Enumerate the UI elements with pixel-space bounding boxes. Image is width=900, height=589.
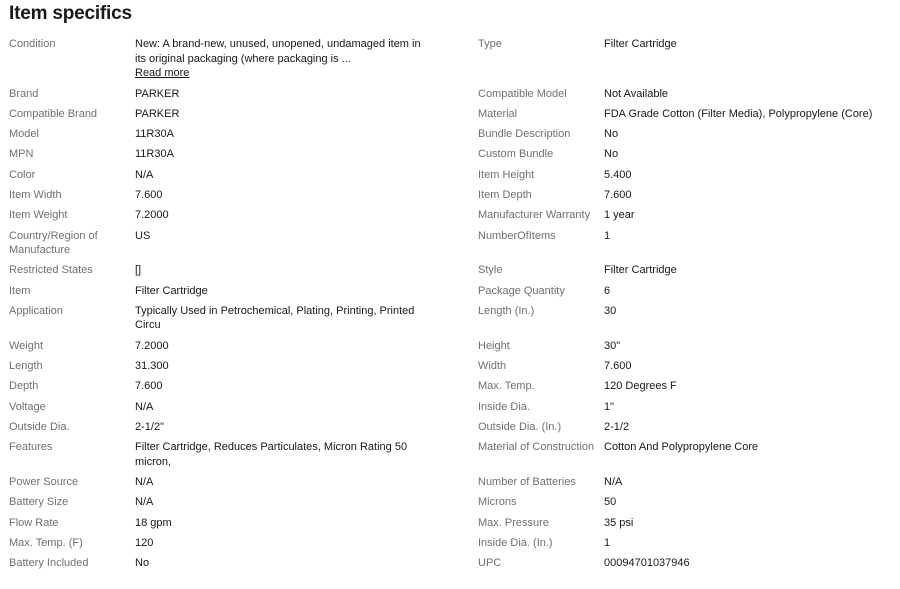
- spec-value: 35 psi: [604, 516, 634, 529]
- spec-value: 2-1/2": [135, 420, 164, 433]
- spec-label: Type: [478, 38, 502, 50]
- spec-row: [0, 516, 900, 536]
- spec-row: [0, 420, 900, 440]
- spec-row: [0, 339, 900, 359]
- spec-label: MPN: [9, 148, 34, 161]
- spec-value: 7.600: [604, 188, 632, 201]
- spec-label: Outside Dia.: [9, 420, 70, 433]
- spec-label: Battery Included: [9, 557, 89, 570]
- spec-value: US: [135, 229, 151, 242]
- spec-label: Manufacturer Warranty: [478, 209, 591, 222]
- spec-value: 1: [604, 536, 611, 549]
- spec-value: N/A: [135, 168, 154, 181]
- spec-value: No: [604, 148, 619, 161]
- spec-value: 1: [604, 229, 611, 242]
- spec-value: Filter Cartridge, Reduces Particulates, Micron Rating 50 micron,: [135, 441, 408, 468]
- spec-label: Max. Temp.: [478, 380, 535, 393]
- spec-value: Filter Cartridge: [604, 264, 677, 277]
- spec-value: 7.600: [135, 188, 163, 201]
- condition-text: New: A brand-new, unused, unopened, undamaged item in its original packaging (where packaging is ...: [135, 38, 421, 65]
- spec-label: Features: [9, 441, 53, 454]
- spec-row: [0, 440, 900, 475]
- spec-value: []: [135, 264, 142, 277]
- spec-label: Item: [9, 284, 31, 297]
- spec-label: Condition: [9, 38, 56, 50]
- spec-row: [0, 188, 900, 208]
- spec-label: Compatible Brand: [9, 107, 98, 120]
- spec-value: N/A: [135, 496, 154, 509]
- spec-value: 11R30A: [135, 128, 174, 141]
- spec-label: Country/Region of Manufacture: [9, 229, 98, 257]
- spec-row: [0, 147, 900, 167]
- spec-value: Not Available: [604, 87, 669, 100]
- spec-row: [0, 304, 900, 339]
- spec-value: N/A: [604, 476, 623, 489]
- spec-row: [0, 359, 900, 379]
- spec-label: Length: [9, 360, 43, 373]
- spec-value: 11R30A: [135, 148, 174, 161]
- spec-label: Max. Pressure: [478, 516, 549, 529]
- spec-row: [0, 536, 900, 556]
- spec-label: Compatible Model: [478, 87, 567, 100]
- spec-label: Height: [478, 339, 510, 352]
- spec-label: Application: [9, 304, 63, 317]
- spec-value: N/A: [135, 476, 154, 489]
- spec-label: Bundle Description: [478, 128, 571, 141]
- spec-value: FDA Grade Cotton (Filter Media), Polypropylene (Core): [604, 107, 873, 120]
- spec-value: 5.400: [604, 168, 632, 181]
- spec-value: Filter Cartridge: [135, 284, 208, 297]
- spec-value: 7.2000: [135, 209, 169, 222]
- spec-label: Voltage: [9, 400, 46, 413]
- spec-row: [0, 127, 900, 147]
- spec-value: 18 gpm: [135, 516, 172, 529]
- spec-row: [0, 107, 900, 127]
- spec-label: Style: [478, 264, 503, 277]
- spec-label: Depth: [9, 380, 39, 393]
- spec-value: N/A: [135, 400, 154, 413]
- spec-value: 2-1/2: [604, 420, 630, 433]
- spec-row: [0, 400, 900, 420]
- spec-value: PARKER: [135, 107, 180, 120]
- spec-row: [0, 495, 900, 515]
- spec-value: [135, 37, 425, 81]
- spec-label: Material: [478, 107, 518, 120]
- spec-row: [0, 208, 900, 228]
- spec-label: Weight: [9, 339, 44, 352]
- spec-row: [0, 168, 900, 188]
- spec-label: UPC: [478, 557, 502, 570]
- spec-label: NumberOfItems: [478, 229, 556, 242]
- spec-label: Inside Dia. (In.): [478, 536, 553, 549]
- spec-value: 1": [604, 400, 615, 413]
- spec-label: Outside Dia. (In.): [478, 420, 562, 433]
- spec-label: Color: [9, 168, 36, 181]
- spec-label: Item Depth: [478, 188, 532, 201]
- spec-label: Flow Rate: [9, 516, 59, 529]
- spec-row: [0, 87, 900, 107]
- spec-label: Width: [478, 360, 507, 373]
- spec-row: [0, 556, 900, 576]
- spec-value: Typically Used in Petrochemical, Plating, Printing, Printed Circu: [135, 304, 415, 332]
- spec-label: Number of Batteries: [478, 476, 576, 489]
- spec-row: [0, 37, 900, 87]
- spec-value: PARKER: [135, 87, 180, 100]
- spec-label: Microns: [478, 496, 517, 509]
- spec-row: [0, 379, 900, 399]
- spec-value: 00094701037946: [604, 557, 690, 570]
- spec-row: [0, 229, 900, 264]
- spec-value: No: [604, 128, 619, 141]
- spec-value: 6: [604, 284, 611, 297]
- spec-label: Item Weight: [9, 209, 68, 222]
- spec-value: 50: [604, 496, 617, 509]
- spec-label: Power Source: [9, 476, 79, 489]
- spec-label: Brand: [9, 87, 39, 100]
- spec-label: Inside Dia.: [478, 400, 530, 413]
- spec-label: Item Width: [9, 188, 62, 201]
- spec-label: Model: [9, 128, 39, 141]
- spec-value: Cotton And Polypropylene Core: [604, 441, 759, 454]
- spec-label: Item Height: [478, 168, 535, 181]
- spec-label: Max. Temp. (F): [9, 536, 83, 549]
- section-title: Item specifics: [9, 3, 132, 24]
- spec-row: [0, 284, 900, 304]
- spec-label: Length (In.): [478, 304, 535, 317]
- spec-value: 30": [604, 339, 621, 352]
- spec-value: 120 Degrees F: [604, 380, 677, 393]
- spec-value: 31.300: [135, 360, 169, 373]
- spec-value: No: [135, 557, 150, 570]
- spec-row: [0, 475, 900, 495]
- spec-value: Filter Cartridge: [604, 38, 677, 50]
- spec-label: Material of Construction: [478, 441, 595, 454]
- spec-label: Battery Size: [9, 496, 69, 509]
- read-more-link[interactable]: Read more: [135, 67, 190, 79]
- spec-row: [0, 263, 900, 283]
- spec-label: Package Quantity: [478, 284, 565, 297]
- spec-label: Restricted States: [9, 264, 93, 277]
- spec-value: 7.600: [135, 380, 163, 393]
- spec-label: Custom Bundle: [478, 148, 554, 161]
- item-specifics-grid: [0, 37, 900, 577]
- spec-value: 7.2000: [135, 339, 169, 352]
- spec-value: 7.600: [604, 360, 632, 373]
- spec-value: 30: [604, 304, 617, 317]
- spec-value: 120: [135, 536, 154, 549]
- spec-value: 1 year: [604, 209, 635, 222]
